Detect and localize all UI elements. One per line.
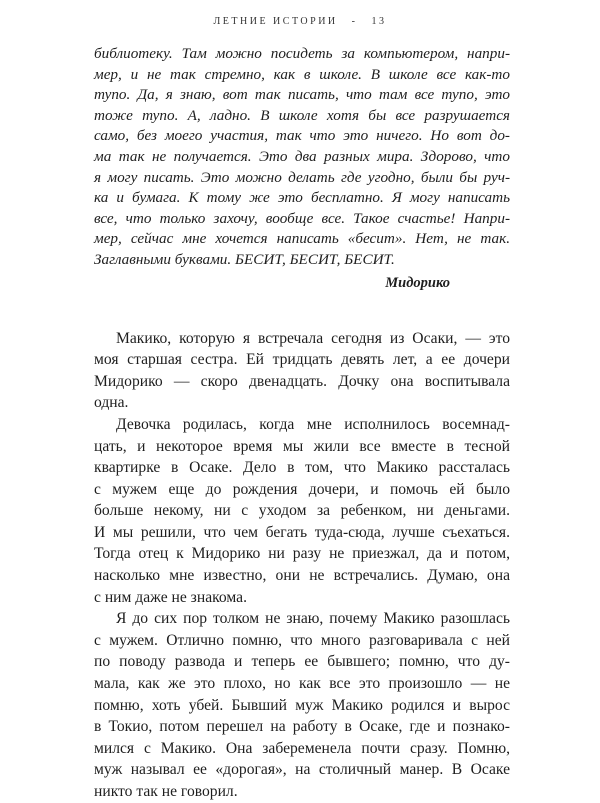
body-line: Я до сих пор толком не знаю, почему Макико разошлась [116, 610, 510, 628]
body-line: Макико, которую я встречала сегодня из Осаки, — это [116, 329, 510, 347]
body-line: в Токио, потом перешел на работу в Осаке, где и познако- [94, 718, 510, 736]
page-number: 13 [371, 16, 387, 27]
body-line: больше некому, ни с уходом за ребенком, ни деньгами. [94, 502, 510, 520]
body-line: муж называл ее «дорогая», на столичный манер. В Осаке [94, 761, 510, 779]
letter-line: ка и бумага. К тому же это бесплатно. Я могу написать [94, 189, 510, 207]
letter-line: мер, сейчас мне хочется написать «бесит». Нет, не так. [94, 230, 510, 248]
body-line: одна. [94, 394, 129, 412]
letter-line: тоже тупо. А, ладно. В школе хотя бы все разрушается [94, 106, 510, 124]
body-line: с мужем еще до рождения дочери, и помочь ей было [94, 480, 510, 498]
letter-line: само, без моего участия, так что это ничего. Но вот до- [94, 127, 510, 145]
body-line: Девочка родилась, когда мне исполнилось восемнад- [116, 415, 510, 433]
body-line: насколько мне известно, они не встречались. Думаю, она [94, 567, 510, 585]
body-line: с ним даже не знакома. [94, 588, 247, 606]
body-line: по поводу развода и теперь ее бывшего; помню, что ду- [94, 653, 510, 671]
letter-line: тупо. Да, я знаю, вот так писать, что там все тупо, это [94, 86, 510, 104]
body-line: Тогда отец к Мидорико ни разу не приезжал, да и потом, [94, 545, 510, 563]
body-line: помню, хоть убей. Бывший муж Макико родился и вырос [94, 696, 510, 714]
letter-line: мер, и не так стремно, как в школе. В школе все как-то [94, 65, 510, 83]
running-head-separator: - [351, 16, 358, 27]
page-content [94, 44, 510, 803]
running-head [0, 16, 600, 27]
running-head-title: ЛЕТНИЕ ИСТОРИИ [213, 16, 338, 27]
letter-signature: Мидорико [385, 274, 450, 291]
letter-line: ма так не получается. Это два разных мира. Здорово, что [94, 147, 510, 165]
body-line: цать, и некоторое время мы жили все вместе в тесной [94, 437, 510, 455]
body-line: Мидорико — скоро двенадцать. Дочку она воспитывала [94, 372, 510, 390]
body-line: никто так не говорил. [94, 783, 238, 800]
body-line: мала, как же это плохо, но как все это произошло — не [94, 675, 510, 693]
body-line: с мужем. Отлично помню, что много разговаривала с ней [94, 631, 510, 649]
body-line: моя старшая сестра. Ей тридцать девять лет, а ее дочери [94, 351, 510, 369]
body-line: И мы решили, что чем бегать туда-сюда, лучше съехаться. [94, 523, 510, 541]
letter-passage [94, 44, 510, 271]
letter-line: все, что только захочу, вообще все. Такое счастье! Напри- [94, 209, 510, 227]
letter-line: я могу писать. Это можно делать где угодно, были бы руч- [94, 168, 510, 186]
body-line: квартирке в Осаке. Дело в том, что Макико рассталась [94, 459, 510, 477]
letter-line: Заглавными буквами. БЕСИТ, БЕСИТ, БЕСИТ. [94, 250, 395, 268]
body-line: мился с Макико. Она забеременела почти сразу. Помню, [94, 739, 510, 757]
letter-line: библиотеку. Там можно посидеть за компьютером, напри- [94, 45, 510, 62]
body-text [94, 328, 510, 803]
